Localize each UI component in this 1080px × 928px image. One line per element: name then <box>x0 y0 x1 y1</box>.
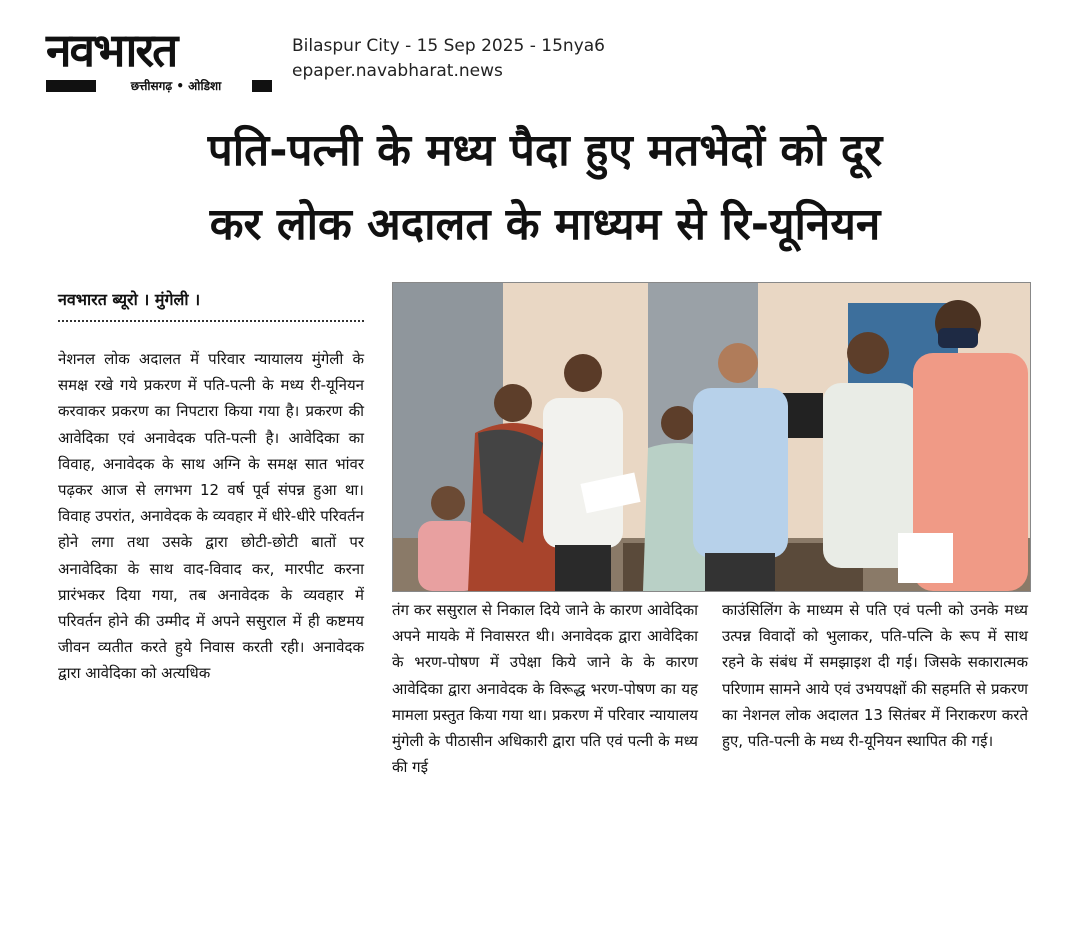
headline-line-1: पति-पत्नी के मध्य पैदा हुए मतभेदों को दूर <box>207 125 883 176</box>
byline-divider <box>58 320 364 322</box>
byline: नवभारत ब्यूरो । मुंगेली । <box>58 290 201 309</box>
headline-line-2: कर लोक अदालत के माध्यम से रि-यूनियन <box>209 199 881 250</box>
column-3-text: काउंसिलिंग के माध्यम से पति एवं पत्नी को उनके मध्य उत्पन्न विवादों को भुलाकर, पति-पत्नि के रूप में साथ रहने के संबंध में समझाइश दी गई। जिसके सकारात्मक परिणाम सामने आये एवं उभयपक्षों की सहमति से प्रकरण का नेशनल लोक अदालत 13 सितंबर में निराकरण करते हुए, पति-पत्नी के मध्य री-यूनियन स्थापित की गई। <box>722 601 1028 751</box>
column-2-text: तंग कर ससुराल से निकाल दिये जाने के कारण आवेदिका अपने मायके में निवासरत थी। अनावेदक द्वारा आवेदिका के भरण-पोषण में उपेक्षा किये जाने के के कारण आवेदिका द्वारा अनावेदक के विरूद्ध भरण-पोषण का यह मामला प्रस्तुत किया गया था। प्रकरण में परिवार न्यायालय मुंगेली के पीठासीन अधिकारी द्वारा पति एवं पत्नी के मध्य की गई <box>392 601 698 777</box>
article-photo <box>392 282 1031 592</box>
column-1-text: नेशनल लोक अदालत में परिवार न्यायालय मुंगेली के समक्ष रखे गये प्रकरण में पति-पत्नी के मध्य री-यूनियन करवाकर प्रकरण का निपटारा किया गया है। प्रकरण की आवेदिका एवं अनावेदक पति-पत्नी है। आवेदिका का विवाह, अनावेदक के साथ अग्नि के समक्ष सात भांवर पढ़कर आज से लगभग 12 वर्ष पूर्व संपन्न हुआ था। विवाह उपरांत, अनावेदक के व्यवहार में धीरे-धीरे परिवर्तन होने लगा तथा उसके द्वारा छोटी-छोटी बातों पर अनावेदिका के साथ वाद-विवाद कर, मारपीट करना प्रारंभकर दिया गया, तब अनावेदक के व्यवहार में परिवर्तन होने की उम्मीद में अपने ससुराल में ही कष्टमय जीवन व्यतीत करते हुये निवास करती रही। अनावेदक द्वारा आवेदिका को अत्यधिक <box>58 350 364 683</box>
logo-subtitle: छत्तीसगढ़ • ओडिशा <box>130 79 222 93</box>
epaper-website: epaper.navabharat.news <box>292 61 503 81</box>
photo-file <box>898 533 953 583</box>
logo-bar-right <box>252 80 272 92</box>
article-column-3 <box>722 597 1028 754</box>
logo-bar-left <box>46 80 96 92</box>
logo-wordmark: नवभारत <box>46 23 177 77</box>
edition-info: Bilaspur City - 15 Sep 2025 - 15nya6 <box>292 36 605 56</box>
photo-illustration <box>393 283 1030 591</box>
newspaper-logo <box>40 24 272 96</box>
article-column-2 <box>392 597 698 780</box>
article-headline <box>40 114 1050 262</box>
article-column-1 <box>58 346 364 687</box>
